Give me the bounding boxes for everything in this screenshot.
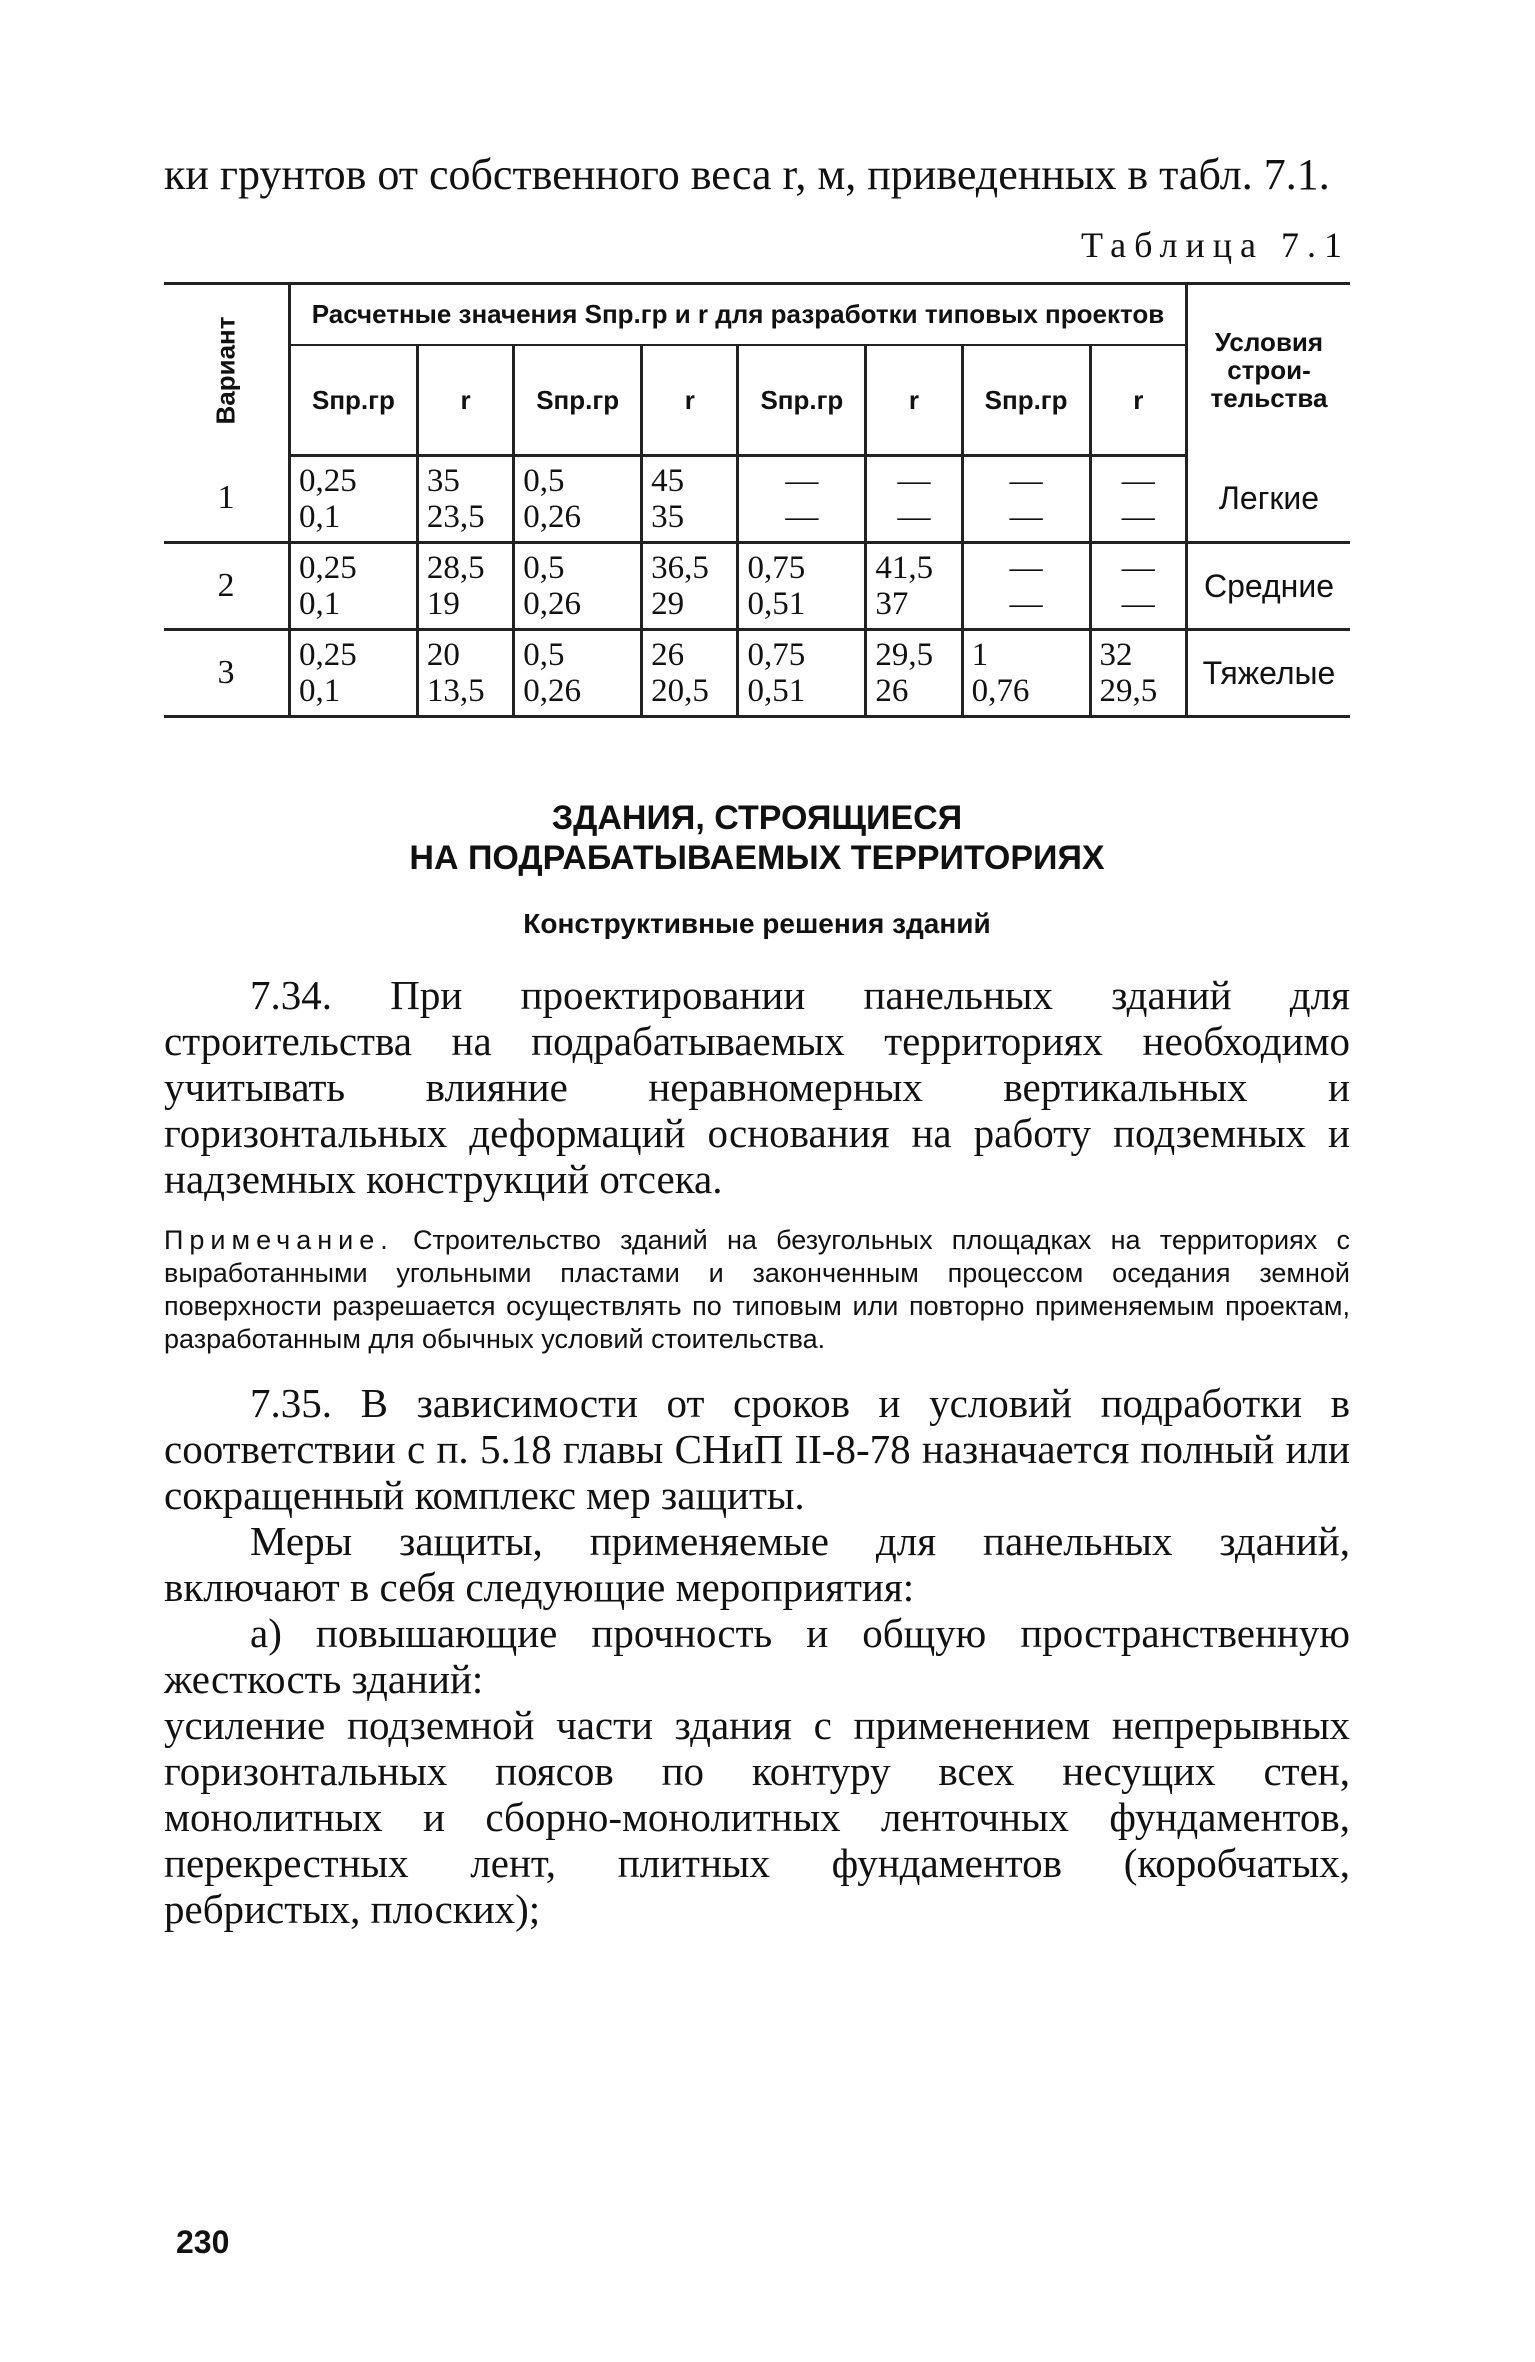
value-cell: 29,5 26 <box>866 630 962 717</box>
value-cell: 35 23,5 <box>417 456 513 543</box>
value-cell: — — <box>738 456 866 543</box>
condition-cell: Легкие <box>1187 456 1351 543</box>
page-content <box>164 150 1350 1932</box>
value-cell: 0,5 0,26 <box>514 630 642 717</box>
value-cell: 0,25 0,1 <box>290 543 418 630</box>
variant-cell: 3 <box>164 630 290 717</box>
value-cell: — — <box>962 543 1090 630</box>
value-cell: 36,5 29 <box>642 543 738 630</box>
paragraph-reinforcement: усиление подземной части здания с применением непрерывных горизонтальных поясов по контуру всех несущих стен, монолитных и сборно-монолитных ленточных фундаментов, перекрестных лент, плитных фундаментов (коробчатых, ребристых, плоских); <box>164 1702 1350 1932</box>
section-subtitle: Конструктивные решения зданий <box>523 908 991 939</box>
paragraph-7-35: 7.35. В зависимости от сроков и условий подработки в соответствии с п. 5.18 главы СНиП II-8-78 назначается полный или сокращенный комплекс мер защиты. <box>164 1380 1350 1518</box>
group-header: Расчетные значения Sпр.гр и r для разработки типовых проектов <box>290 284 1187 346</box>
sub-header-s: Sпр.гр <box>514 345 642 456</box>
sub-header-r: r <box>866 345 962 456</box>
value-cell: — — <box>1090 543 1186 630</box>
variant-cell: 2 <box>164 543 290 630</box>
value-cell: 0,25 0,1 <box>290 456 418 543</box>
condition-cell: Средние <box>1187 543 1351 630</box>
table-row <box>164 630 1350 717</box>
value-cell: 20 13,5 <box>417 630 513 717</box>
note-text: Строительство зданий на безугольных площадках на территориях с выработанными угольными пластами и законченным процессом оседания земной поверхности разрешается осуществлять по типовым или повторно применяемым проектам, разработанным для обычных условий стоительства. <box>164 1225 1350 1354</box>
table-row <box>164 543 1350 630</box>
value-cell: 1 0,76 <box>962 630 1090 717</box>
value-cell: 0,75 0,51 <box>738 630 866 717</box>
intro-paragraph: ки грунтов от собственного веса r, м, приведенных в табл. 7.1. <box>164 150 1330 199</box>
value-cell: 26 20,5 <box>642 630 738 717</box>
sub-header-s: Sпр.гр <box>962 345 1090 456</box>
value-cell: 0,25 0,1 <box>290 630 418 717</box>
value-cell: 41,5 37 <box>866 543 962 630</box>
table-caption: Таблица 7.1 <box>1081 225 1350 265</box>
variant-header: Вариант <box>164 284 290 456</box>
value-cell: 0,5 0,26 <box>514 543 642 630</box>
section-title: ЗДАНИЯ, СТРОЯЩИЕСЯ НА ПОДРАБАТЫВАЕМЫХ ТЕРРИТОРИЯХ <box>409 799 1105 877</box>
value-cell: 0,75 0,51 <box>738 543 866 630</box>
sub-header-r: r <box>417 345 513 456</box>
value-cell: 0,5 0,26 <box>514 456 642 543</box>
table-7-1 <box>164 282 1350 718</box>
value-cell: — — <box>962 456 1090 543</box>
paragraph-7-34: 7.34. При проектировании панельных зданий для строительства на подрабатываемых территориях необходимо учитывать влияние неравномерных вертикальных и горизонтальных деформаций основания на работу подземных и надземных конструкций отсека. <box>164 972 1350 1202</box>
note <box>164 1224 1350 1356</box>
condition-header: Условия строи-тельства <box>1187 284 1351 456</box>
value-cell: — — <box>866 456 962 543</box>
sub-header-r: r <box>642 345 738 456</box>
value-cell: 28,5 19 <box>417 543 513 630</box>
condition-cell: Тяжелые <box>1187 630 1351 717</box>
sub-header-r: r <box>1090 345 1186 456</box>
value-cell: — — <box>1090 456 1186 543</box>
page-number: 230 <box>176 2224 230 2260</box>
paragraph-a: а) повышающие прочность и общую пространственную жесткость зданий: <box>164 1610 1350 1702</box>
paragraph-measures: Меры защиты, применяемые для панельных зданий, включают в себя следующие мероприятия: <box>164 1518 1350 1610</box>
note-label: Примечание. <box>164 1225 394 1255</box>
sub-header-s: Sпр.гр <box>738 345 866 456</box>
table-row <box>164 456 1350 543</box>
sub-header-s: Sпр.гр <box>290 345 418 456</box>
variant-cell: 1 <box>164 456 290 543</box>
value-cell: 32 29,5 <box>1090 630 1186 717</box>
value-cell: 45 35 <box>642 456 738 543</box>
